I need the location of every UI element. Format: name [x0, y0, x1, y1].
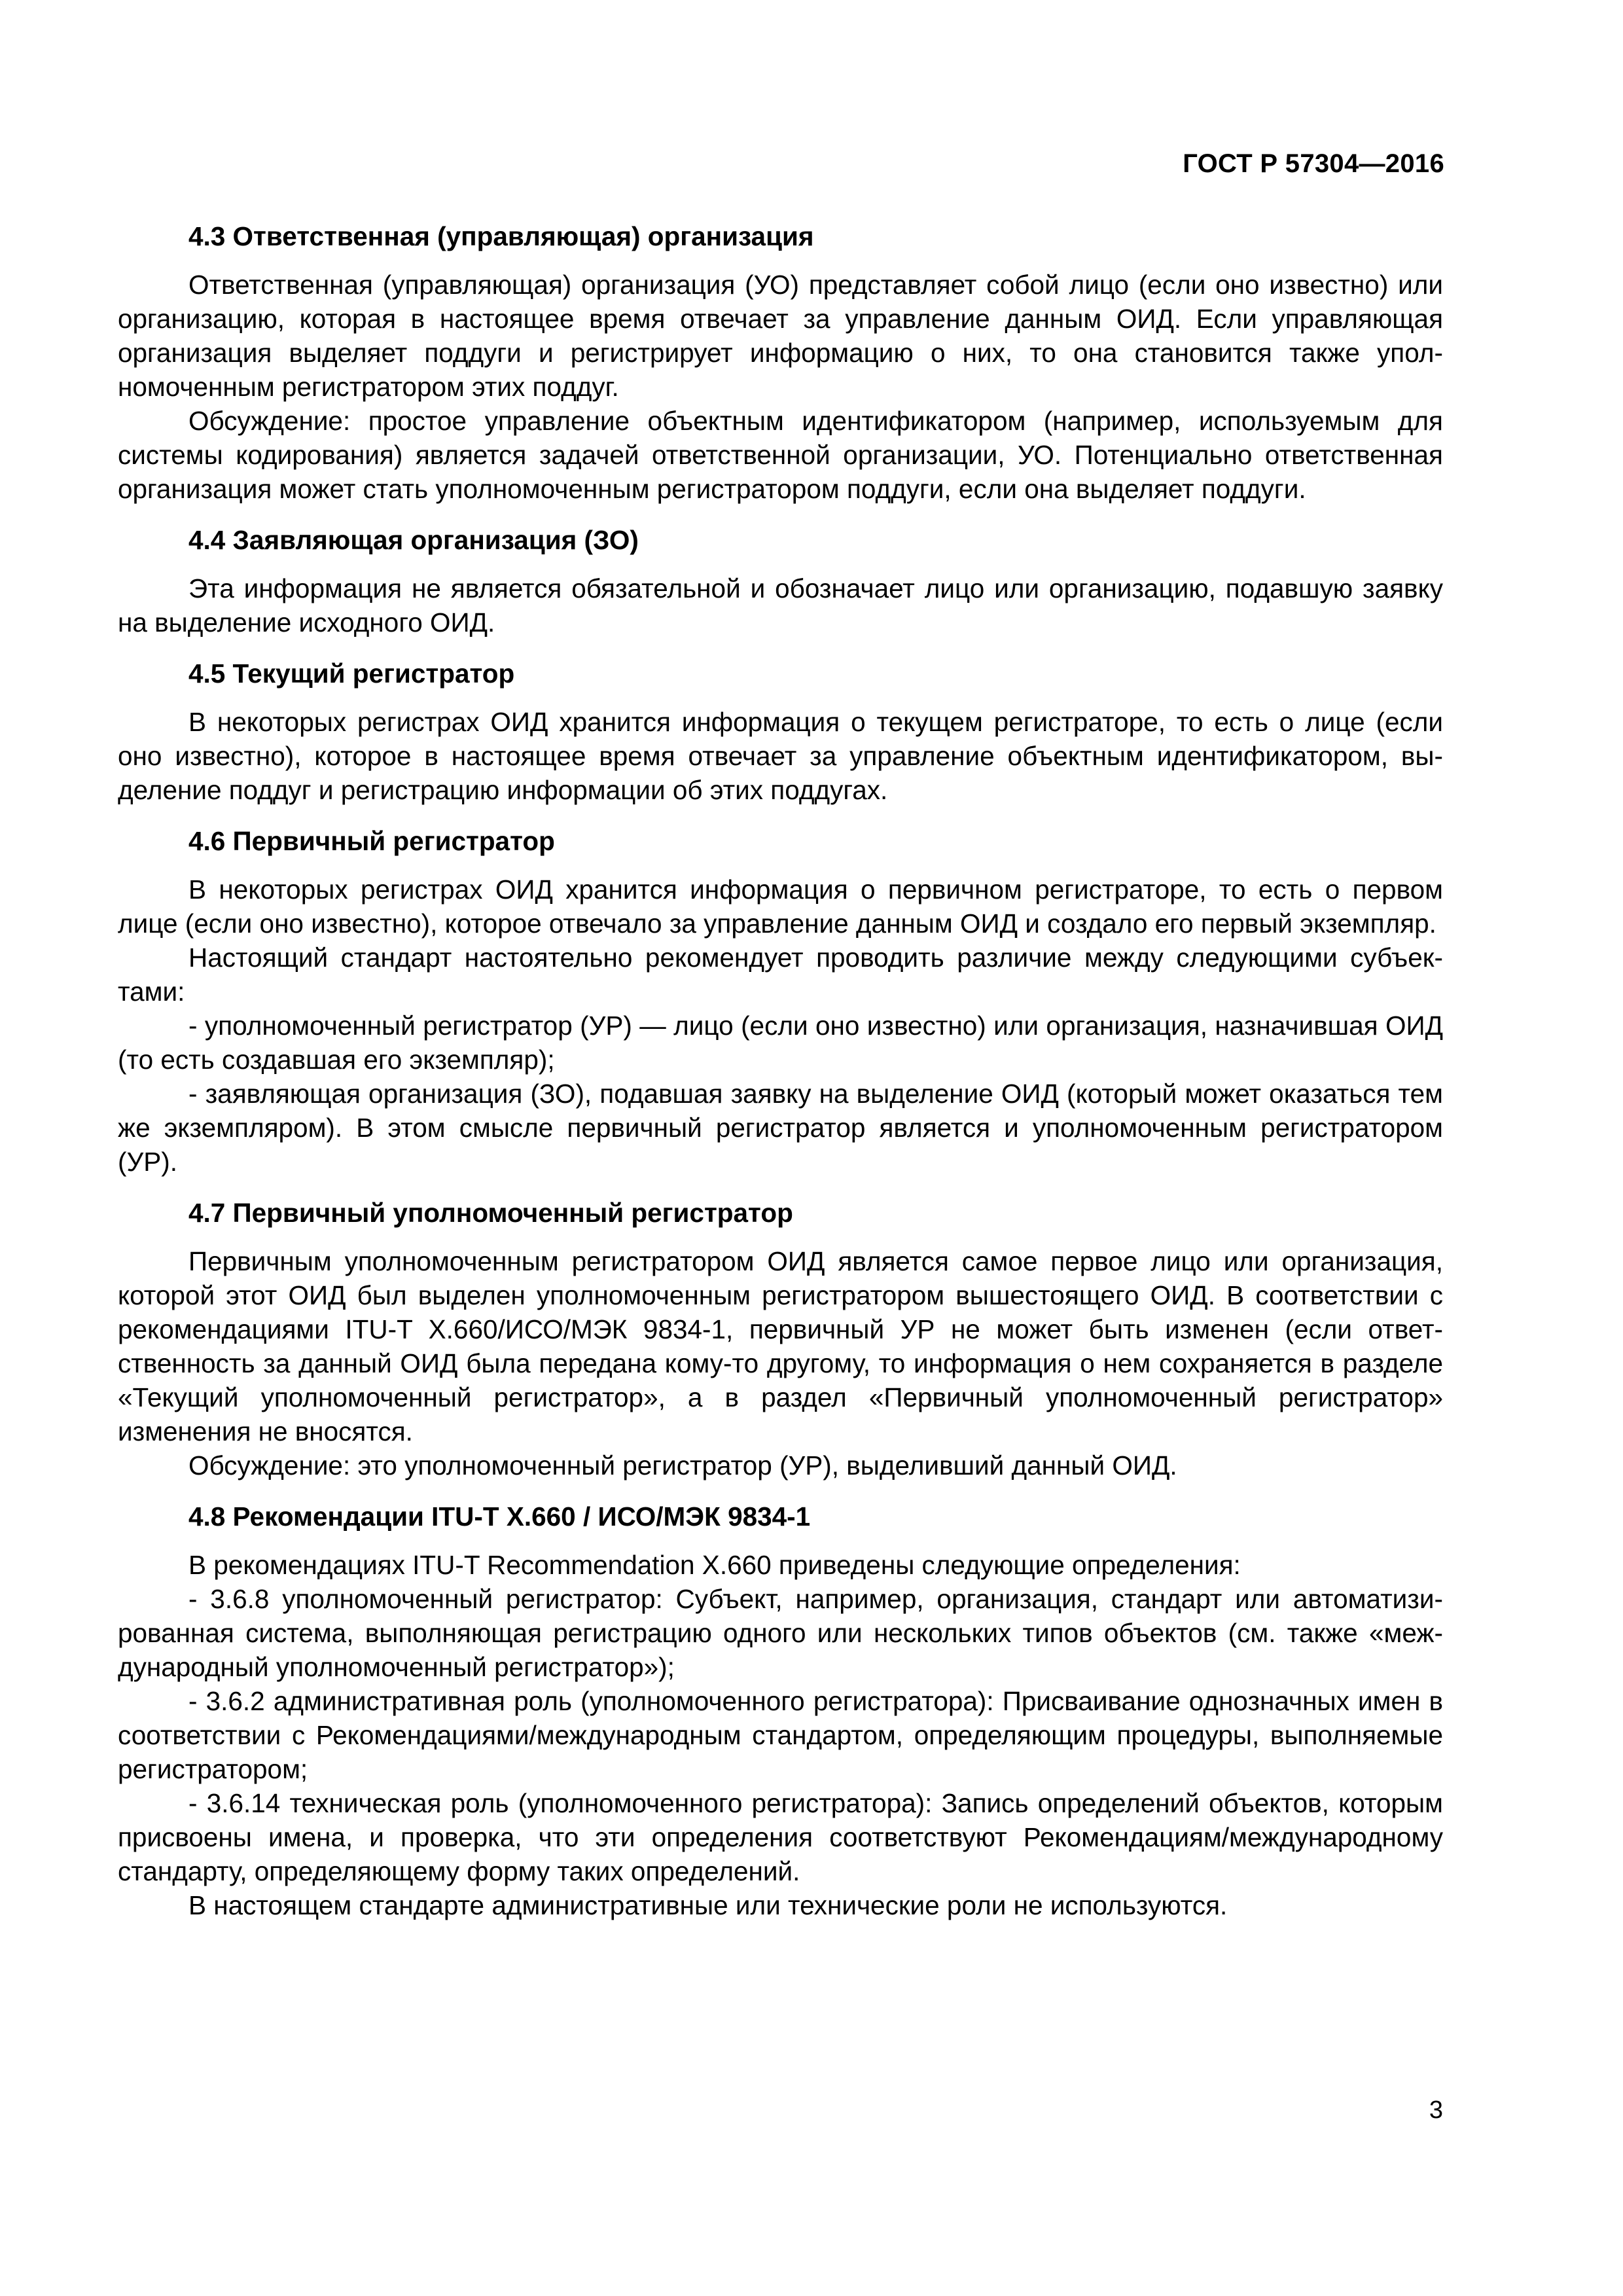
page-number: 3	[1429, 2096, 1443, 2124]
paragraph: В настоящем стандарте административные или технические роли не используются.	[188, 1890, 1228, 1920]
list-item: - 3.6.8 уполномоченный регистратор: Субъект, например, организация, стандарт или автоматизированная система, выполняющая регистрацию одного или нескольких типов объектов (см. также «международный уполномоченный регистратор»);	[118, 1584, 1443, 1682]
document-code-header: ГОСТ Р 57304—2016	[1183, 149, 1444, 178]
paragraph: Эта информация не является обязательной и обозначает лицо или организацию, подавшую заявку на выделение исходного ОИД.	[118, 573, 1443, 637]
section-4-3	[118, 219, 1443, 506]
paragraph: В некоторых регистрах ОИД хранится информация о текущем регистраторе, то есть о лице (если оно известно), которое в настоящее время отвечает за управление объектным идентификатором, выделение поддуг и регистрацию информации об этих поддугах.	[118, 707, 1443, 805]
list-item: - 3.6.2 административная роль (уполномоченного регистратора): Присваивание однозначных имен в соответствии с Рекомендациями/международным стандартом, определяющим процедуры, выполняемые регистратором;	[118, 1686, 1443, 1784]
section-heading: 4.4 Заявляющая организация (ЗО)	[188, 525, 639, 555]
section-heading: 4.8 Рекомендации ITU-T X.660 / ИСО/МЭК 9834-1	[188, 1501, 811, 1532]
list-item: - уполномоченный регистратор (УР) — лицо (если оно известно) или организация, назначившая ОИД (то есть создавшая его экземпляр);	[118, 1011, 1443, 1075]
section-4-8	[118, 1499, 1443, 1922]
section-heading: 4.5 Текущий регистратор	[188, 658, 515, 689]
paragraph: В некоторых регистрах ОИД хранится информация о первичном регистраторе, то есть о первом лице (если оно известно), которое отвечало за управление данным ОИД и создало его первый экземпляр.	[118, 874, 1443, 939]
section-heading: 4.3 Ответственная (управляющая) организация	[188, 221, 814, 251]
section-heading: 4.6 Первичный регистратор	[188, 826, 555, 856]
list-item: - заявляющая организация (ЗО), подавшая заявку на выделение ОИД (который может оказаться тем же экземпляром). В этом смысле первичный регистратор является и уполномоченным регистратором (УР).	[118, 1079, 1443, 1177]
paragraph: Ответственная (управляющая) организация (УО) представляет собой лицо (если оно известно) или организацию, которая в настоящее время отвечает за управление данным ОИД. Если управляющая организация выделяет поддуги и регистрирует информацию о них, то она становится также уполномоченным регистратором этих поддуг.	[118, 270, 1443, 402]
paragraph: Первичным уполномоченным регистратором ОИД является самое первое лицо или организация, которой этот ОИД был выделен уполномоченным регистратором вышестоящего ОИД. В соответствии с рекомендациями ITU-T X.660/ИСО/МЭК 9834-1, первичный УР не может быть изменен (если ответственность за данный ОИД была передана кому-то другому, то информация о нем сохраняется в разделе «Текущий уполномоченный регистратор», а в раздел «Первичный уполномоченный регистратор» изменения не вносятся.	[118, 1246, 1443, 1446]
paragraph: Обсуждение: простое управление объектным идентификатором (например, используемым для системы кодирования) является задачей ответственной организации, УО. Потенциально ответственная организация может стать уполномоченным регистратором поддуги, если она выделяет поддуги.	[118, 406, 1443, 504]
paragraph: Настоящий стандарт настоятельно рекомендует проводить различие между следующими субъектами:	[118, 942, 1443, 1007]
section-4-6	[118, 824, 1443, 1179]
paragraph: Обсуждение: это уполномоченный регистратор (УР), выделивший данный ОИД.	[188, 1450, 1177, 1480]
section-4-4	[118, 523, 1443, 639]
section-heading: 4.7 Первичный уполномоченный регистратор	[188, 1198, 793, 1228]
list-item: - 3.6.14 техническая роль (уполномоченного регистратора): Запись определений объектов, которым присвоены имена, и проверка, что эти определения соответствуют Рекомендациям/международному стандарту, определяющему форму таких определений.	[118, 1788, 1443, 1886]
document-body	[118, 219, 1443, 1939]
section-4-7	[118, 1196, 1443, 1482]
paragraph: В рекомендациях ITU-T Recommendation X.660 приведены следующие определения:	[188, 1550, 1241, 1580]
section-4-5	[118, 656, 1443, 807]
